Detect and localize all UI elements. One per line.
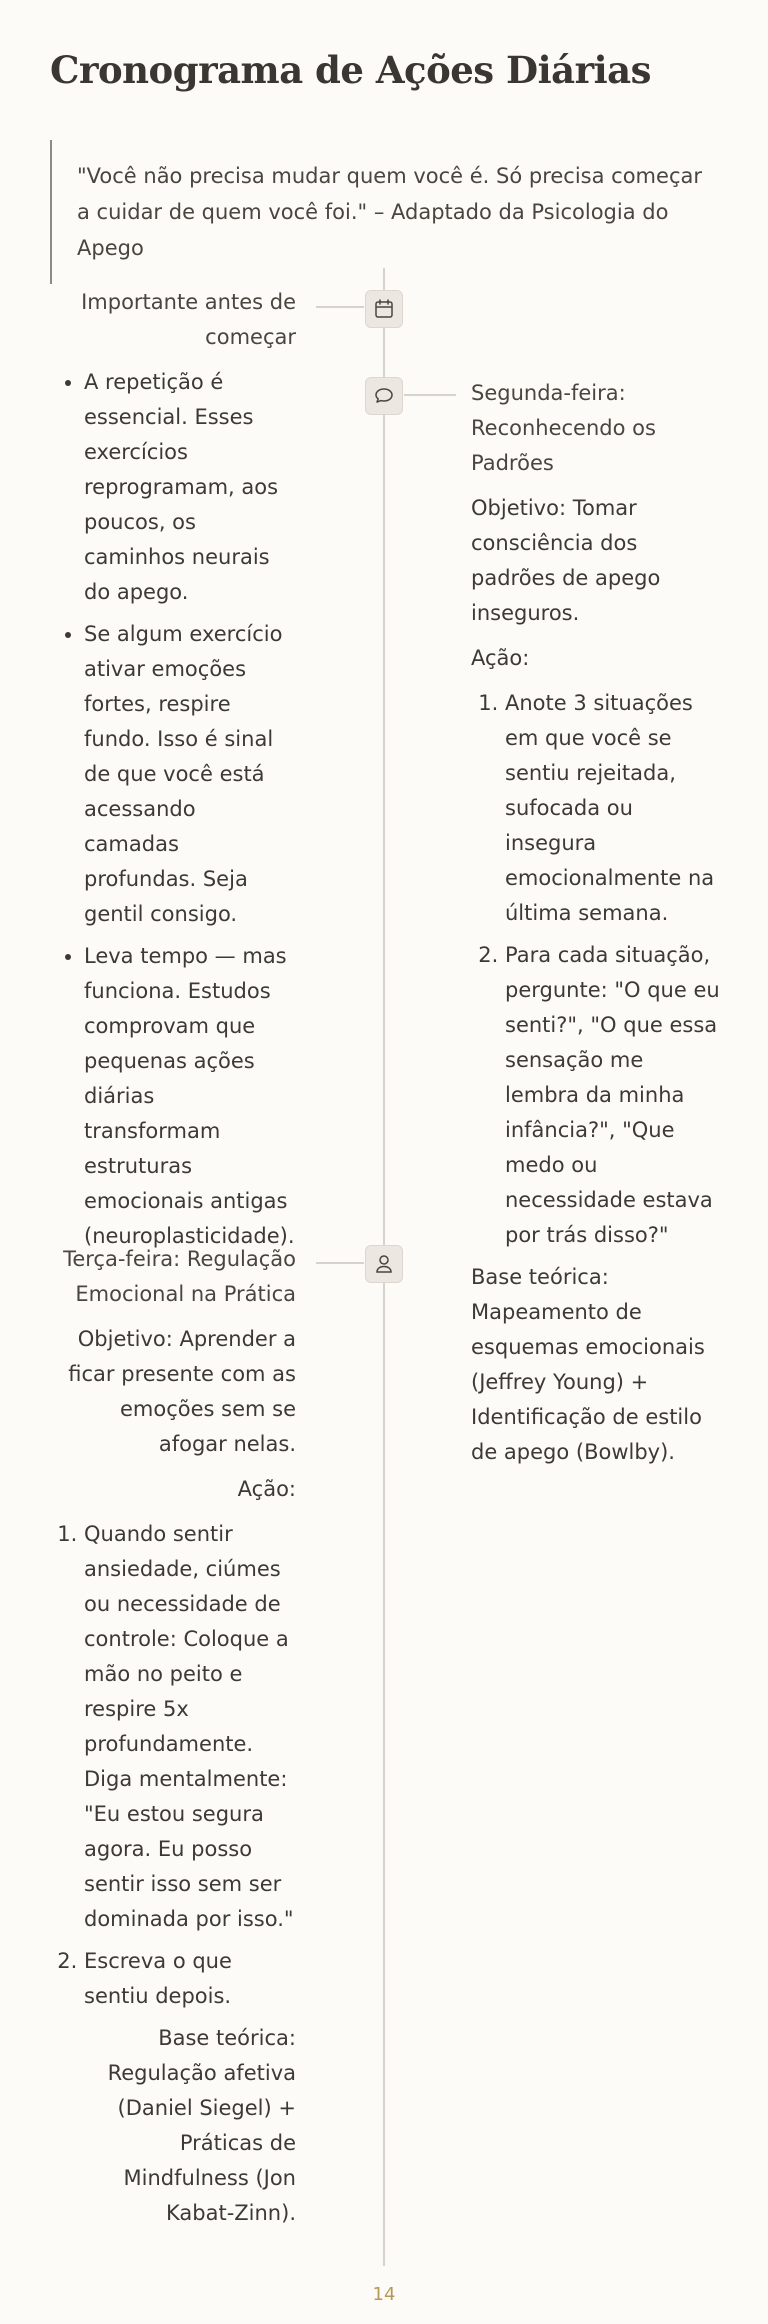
tuesday-heading: Terça-feira: Regulação Emocional na Prática xyxy=(63,1247,296,1306)
monday-action-label: Ação: xyxy=(471,646,530,670)
list-item: • Se algum exercício ativar emoções fortes, respire fundo. Isso é sinal de que você está acessando camadas profundas. Seja gentil consigo. xyxy=(84,617,296,932)
connector-monday xyxy=(404,394,456,396)
connector-tuesday xyxy=(316,1262,364,1264)
monday-action-list xyxy=(471,686,723,1253)
intro-section xyxy=(50,285,296,1261)
speech-bubble-icon xyxy=(372,384,396,408)
connector-intro xyxy=(316,306,364,308)
person-icon xyxy=(372,1252,396,1276)
speech-node xyxy=(365,377,403,415)
quote-text: "Você não precisa mudar quem você é. Só precisa começar a cuidar de quem você foi." – Adaptado da Psicologia do Apego xyxy=(77,164,702,260)
calendar-icon xyxy=(372,297,396,321)
intro-heading: Importante antes de começar xyxy=(81,290,296,349)
list-item: • A repetição é essencial. Esses exercícios reprogramam, aos poucos, os caminhos neurais do apego. xyxy=(84,365,296,610)
monday-theory: Base teórica: Mapeamento de esquemas emocionais (Jeffrey Young) + Identificação de estilo de apego (Bowlby). xyxy=(471,1265,705,1464)
tuesday-section xyxy=(50,1242,296,2241)
intro-quote xyxy=(50,140,720,284)
monday-heading: Segunda-feira: Reconhecendo os Padrões xyxy=(471,381,656,475)
list-item: • Leva tempo — mas funciona. Estudos comprovam que pequenas ações diárias transformam estruturas emocionais antigas (neuroplasticidade). xyxy=(84,939,296,1254)
calendar-node xyxy=(365,290,403,328)
monday-section xyxy=(471,376,723,1480)
tuesday-objective: Objetivo: Aprender a ficar presente com as emoções sem se afogar nelas. xyxy=(68,1327,296,1456)
monday-objective: Objetivo: Tomar consciência dos padrões de apego inseguros. xyxy=(471,496,661,625)
page-title: Cronograma de Ações Diárias xyxy=(50,48,651,92)
intro-bullet-list xyxy=(50,365,296,1254)
list-item: 2. Escreva o que sentiu depois. xyxy=(84,1944,296,2014)
page-number: 14 xyxy=(372,2284,396,2305)
person-node xyxy=(365,1245,403,1283)
list-item: 1. Anote 3 situações em que você se sentiu rejeitada, sufocada ou insegura emocionalmente na última semana. xyxy=(505,686,723,931)
tuesday-action-list xyxy=(50,1517,296,2014)
tuesday-action-label: Ação: xyxy=(237,1477,296,1501)
tuesday-theory: Base teórica: Regulação afetiva (Daniel Siegel) + Práticas de Mindfulness (Jon Kabat-Zinn). xyxy=(107,2026,296,2225)
list-item: 1. Quando sentir ansiedade, ciúmes ou necessidade de controle: Coloque a mão no peito e respire 5x profundamente. Diga mentalmente: "Eu estou segura agora. Eu posso sentir isso sem ser dominada por isso." xyxy=(84,1517,296,1937)
list-item: 2. Para cada situação, pergunte: "O que eu senti?", "O que essa sensação me lembra da minha infância?", "Que medo ou necessidade estava por trás disso?" xyxy=(505,938,723,1253)
